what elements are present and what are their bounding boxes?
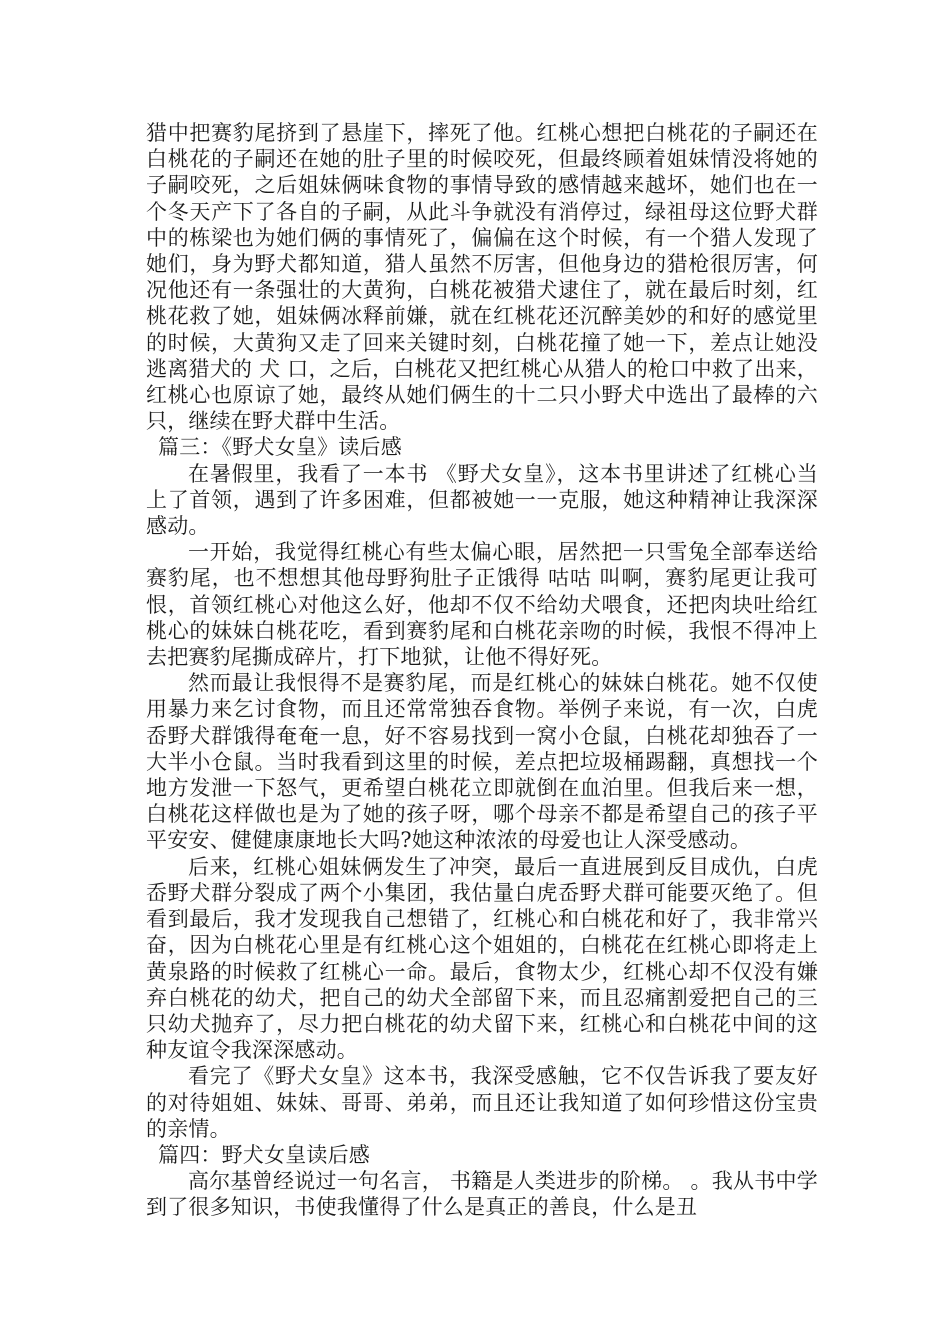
paragraph-story-summary: 猎中把赛豹尾挤到了悬崖下，摔死了他。红桃心想把白桃花的子嗣还在白桃花的子嗣还在她的肚子里的时候咬死，但最终顾着姐妹情没将她的子嗣咬死，之后姐妹俩味食物的事情导致的感情越来越坏，她们也在一个冬天产下了各自的子嗣，从此斗争就没有消停过，绿祖母这位野犬群中的栋梁也为她们俩的事情死了，偏偏在这个时候，有一个猎人发现了她们，身为野犬都知道，猎人虽然不厉害，但他身边的猎枪很厉害，何况他还有一条强壮的大黄狗，白桃花被猎犬逮住了，就在最后时刻，红桃花救了她，姐妹俩冰释前嫌，就在红桃花还沉醉美妙的和好的感觉里的时候，大黄狗又走了回来关键时刻，白桃花撞了她一下，差点让她没逃离猎犬的 犬 口，之后，白桃花又把红桃心从猎人的枪口中救了出来，红桃心也原谅了她，最终从她们俩生的十二只小野犬中选出了最棒的六只，继续在野犬群中生活。 [146, 121, 818, 434]
paragraph-white-peach: 然而最让我恨得不是赛豹尾，而是红桃心的妹妹白桃花。她不仅使用暴力来乞讨食物，而且还常常独吞食物。举例子来说，有一次，白虎岙野犬群饿得奄奄一息，好不容易找到一窝小仓鼠，白桃花却独吞了一大半小仓鼠。当时我看到这里的时候，差点把垃圾桶踢翻，真想找一个地方发泄一下怒气，更希望白桃花立即就倒在血泊里。但我后来一想，白桃花这样做也是为了她的孩子呀，哪个母亲不都是希望自己的孩子平平安安、健健康康地长大吗?她这种浓浓的母爱也让人深受感动。 [146, 671, 818, 853]
paragraph-conclusion: 看完了《野犬女皇》这本书，我深受感触，它不仅告诉我了要友好的对待姐姐、妹妹、哥哥、弟弟，而且还让我知道了如何珍惜这份宝贵的亲情。 [146, 1064, 818, 1141]
paragraph-intro: 在暑假里，我看了一本书 《野犬女皇》，这本书里讲述了红桃心当上了首领，遇到了许多困难，但都被她一一克服，她这种精神让我深深感动。 [146, 461, 818, 539]
heading-part-three: 篇三：《野犬女皇》读后感 [158, 435, 402, 460]
paragraph-first-impression: 一开始，我觉得红桃心有些太偏心眼，居然把一只雪兔全部奉送给赛豹尾，也不想想其他母野狗肚子正饿得 咕咕 叫啊，赛豹尾更让我可恨，首领红桃心对他这么好，他却不仅不给幼犬喂食，还把肉块吐给红桃心的妹妹白桃花吃，看到赛豹尾和白桃花亲吻的时候，我恨不得冲上去把赛豹尾撕成碎片，打下地狱，让他不得好死。 [146, 540, 818, 670]
heading-part-four: 篇四：野犬女皇读后感 [158, 1142, 370, 1167]
paragraph-gorky-quote: 高尔基曾经说过一句名言， 书籍是人类进步的阶梯。 。我从书中学到了很多知识，书使我懂得了什么是真正的善良，什么是丑 [146, 1169, 818, 1220]
paragraph-conflict: 后来，红桃心姐妹俩发生了冲突，最后一直进展到反目成仇，白虎岙野犬群分裂成了两个小集团，我估量白虎岙野犬群可能要灭绝了。但看到最后，我才发现我自己想错了，红桃心和白桃花和好了，我非常兴奋，因为白桃花心里是有红桃心这个姐姐的，白桃花在红桃心即将走上黄泉路的时候救了红桃心一命。最后，食物太少，红桃心却不仅没有嫌弃白桃花的幼犬，把自己的幼犬全部留下来，而且忍痛割爱把自己的三只幼犬抛弃了，尽力把白桃花的幼犬留下来，红桃心和白桃花中间的这种友谊令我深深感动。 [146, 854, 818, 1063]
document-page [146, 120, 818, 1221]
